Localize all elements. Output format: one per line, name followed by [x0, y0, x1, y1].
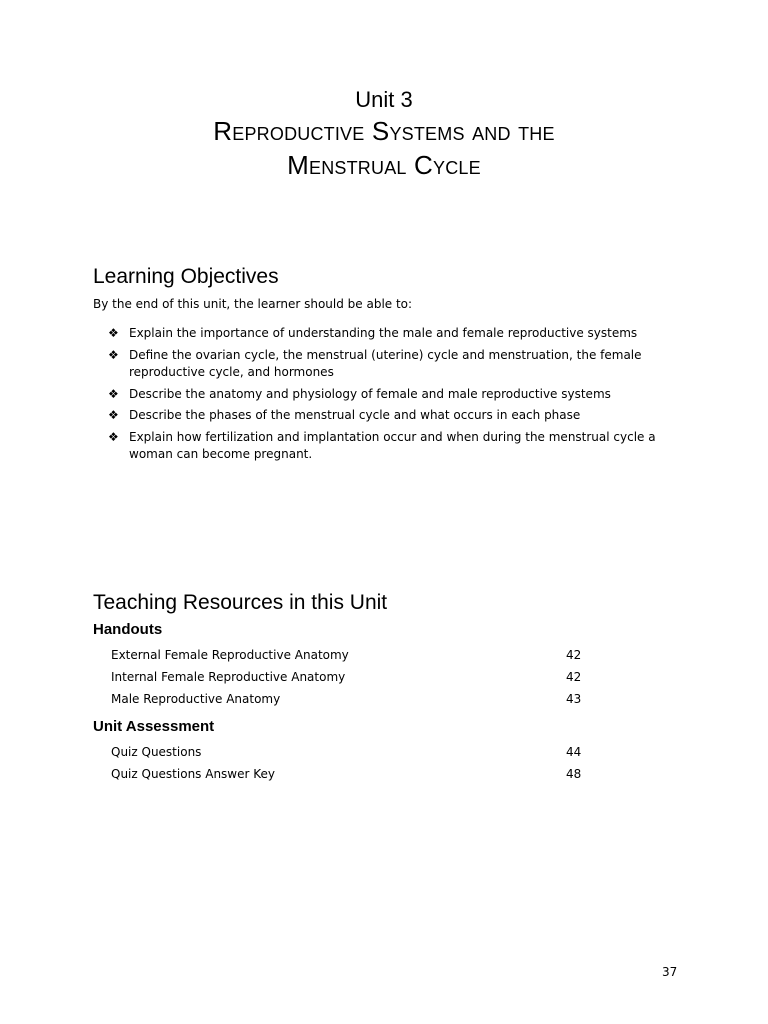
unit-title [0, 114, 768, 182]
objective-text: Describe the anatomy and physiology of female and male reproductive systems [129, 386, 611, 401]
list-item [111, 644, 591, 666]
assessment-list [111, 741, 591, 785]
handouts-heading: Handouts [93, 621, 163, 638]
objectives-intro: By the end of this unit, the learner should be able to: [93, 297, 413, 311]
resource-title: Male Reproductive Anatomy [111, 692, 281, 706]
objective-text: Explain how fertilization and implantation occur and when during the menstrual cycle a woman can become pregnant. [129, 429, 656, 461]
unit-label: Unit 3 [355, 87, 413, 112]
resource-page-number: 42 [566, 670, 582, 684]
resource-title: Quiz Questions Answer Key [111, 767, 276, 781]
resource-page-number: 44 [566, 745, 582, 759]
objective-item [108, 325, 688, 343]
resource-title: External Female Reproductive Anatomy [111, 648, 349, 662]
objectives-list [108, 325, 688, 468]
diamond-bullet-icon: ❖ [108, 408, 119, 422]
unit-title-line-2: Menstrual Cycle [287, 150, 481, 180]
list-item [111, 741, 591, 763]
objective-text: Describe the phases of the menstrual cycle and what occurs in each phase [129, 408, 581, 422]
resource-title: Internal Female Reproductive Anatomy [111, 670, 346, 684]
objective-item [108, 407, 688, 425]
resource-page-number: 43 [566, 692, 582, 706]
resource-page-number: 42 [566, 648, 582, 662]
objective-item [108, 386, 688, 404]
list-item [111, 688, 591, 710]
objective-text: Explain the importance of understanding the male and female reproductive systems [129, 326, 638, 340]
objective-item [108, 429, 688, 464]
objective-text: Define the ovarian cycle, the menstrual (uterine) cycle and menstruation, the female reproductive cycle, and hormones [129, 347, 642, 379]
diamond-bullet-icon: ❖ [108, 386, 119, 401]
handouts-list [111, 644, 591, 710]
list-item [111, 763, 591, 785]
diamond-bullet-icon: ❖ [108, 429, 119, 444]
resource-title: Quiz Questions [111, 745, 202, 759]
teaching-resources-heading: Teaching Resources in this Unit [93, 591, 388, 614]
page-number: 37 [662, 965, 678, 979]
learning-objectives-heading: Learning Objectives [93, 265, 279, 288]
unit-title-line-1: Reproductive Systems and the [213, 116, 555, 146]
resource-page-number: 48 [566, 767, 582, 781]
diamond-bullet-icon: ❖ [108, 347, 119, 362]
unit-assessment-heading: Unit Assessment [93, 718, 215, 735]
diamond-bullet-icon: ❖ [108, 326, 119, 340]
list-item [111, 666, 591, 688]
objective-item [108, 347, 688, 382]
